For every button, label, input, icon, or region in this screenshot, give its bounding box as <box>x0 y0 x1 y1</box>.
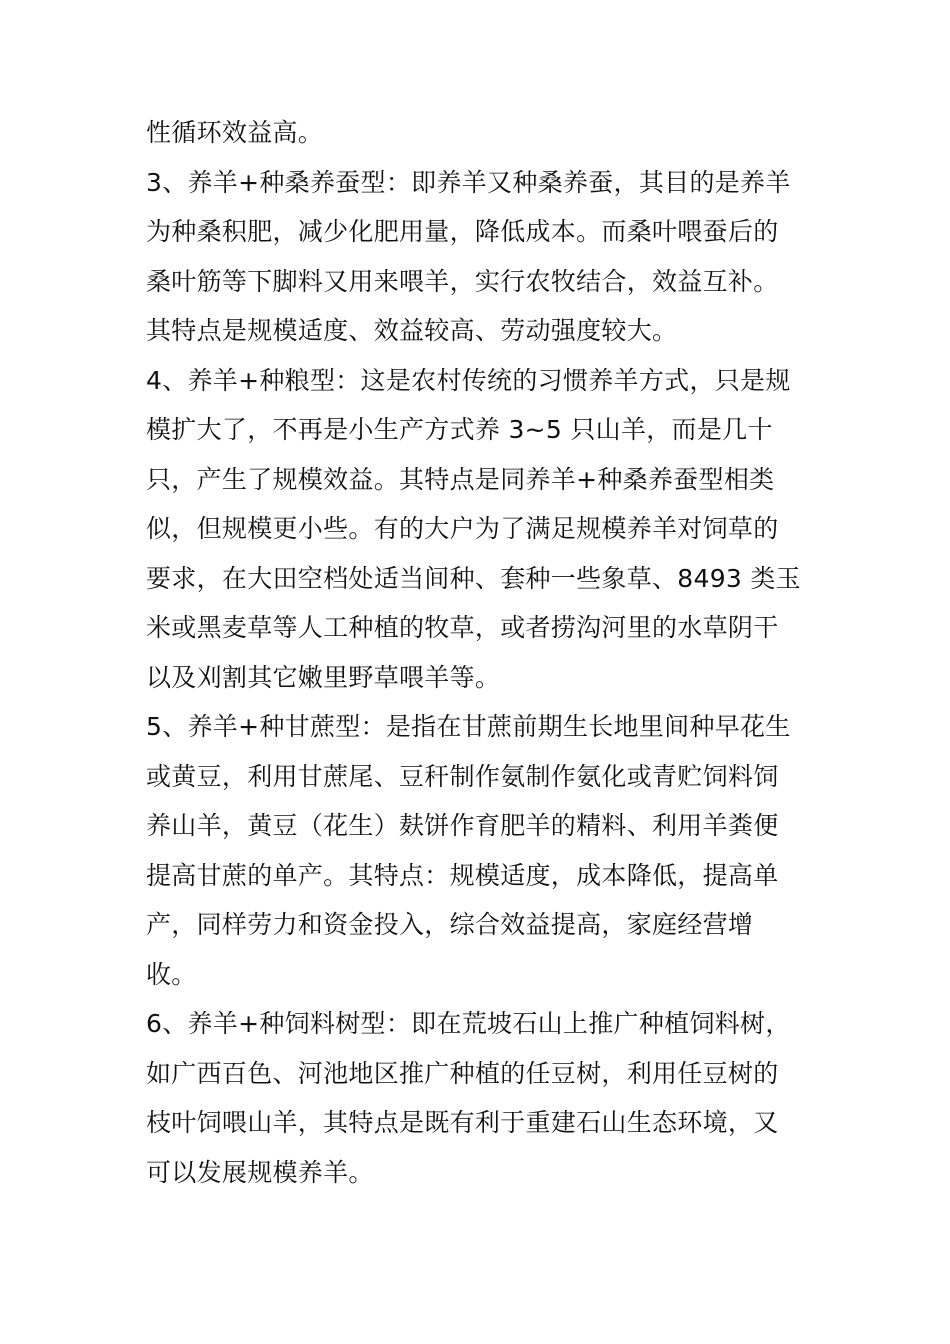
text-line: 米或黑麦草等人工种植的牧草，或者捞沟河里的水草阴干 <box>146 613 779 642</box>
text-line: 3、养羊+种桑养蚕型：即养羊又种桑养蚕，其目的是养羊 <box>146 167 791 197</box>
text-line: 养山羊，黄豆（花生）麸饼作育肥羊的精料、利用羊粪便 <box>146 811 779 840</box>
text-line: 4、养羊+种粮型：这是农村传统的习惯养羊方式，只是规 <box>146 365 791 395</box>
text-line: 只，产生了规模效益。其特点是同养羊+种桑养蚕型相类 <box>146 464 775 494</box>
text-line: 似，但规模更小些。有的大户为了满足规模养羊对饲草的 <box>146 514 779 543</box>
text-line: 产，同样劳力和资金投入，综合效益提高，家庭经营增 <box>146 910 754 939</box>
text-line: 5、养羊+种甘蔗型：是指在甘蔗前期生长地里间种早花生 <box>146 712 791 741</box>
text-line: 或黄豆，利用甘蔗尾、豆秆制作氨制作氨化或青贮饲料饲 <box>146 761 779 791</box>
text-line: 模扩大了，不再是小生产方式养 3~5 只山羊，而是几十 <box>146 415 773 444</box>
text-line: 提高甘蔗的单产。其特点：规模适度，成本降低，提高单 <box>146 860 779 890</box>
text-line: 桑叶筋等下脚料又用来喂羊，实行农牧结合，效益互补。 <box>146 266 779 296</box>
text-line: 可以发展规模养羊。 <box>146 1157 374 1187</box>
text-line: 收。 <box>146 959 197 989</box>
text-line: 如广西百色、河池地区推广种植的任豆树，利用任豆树的 <box>146 1058 779 1088</box>
text-line: 性循环效益高。 <box>146 118 324 147</box>
text-line: 以及刈割其它嫩里野草喂羊等。 <box>146 662 501 692</box>
text-line: 要求，在大田空档处适当间种、套种一些象草、8493 类玉 <box>146 563 801 593</box>
body-text <box>146 108 806 1197</box>
text-line: 枝叶饲喂山羊，其特点是既有利于重建石山生态环境，又 <box>146 1108 779 1137</box>
text-line: 为种桑积肥，减少化肥用量，降低成本。而桑叶喂蚕后的 <box>146 217 779 246</box>
text-line: 其特点是规模适度、效益较高、劳动强度较大。 <box>146 316 678 345</box>
text-line: 6、养羊+种饲料树型：即在荒坡石山上推广种植饲料树， <box>146 1009 791 1038</box>
